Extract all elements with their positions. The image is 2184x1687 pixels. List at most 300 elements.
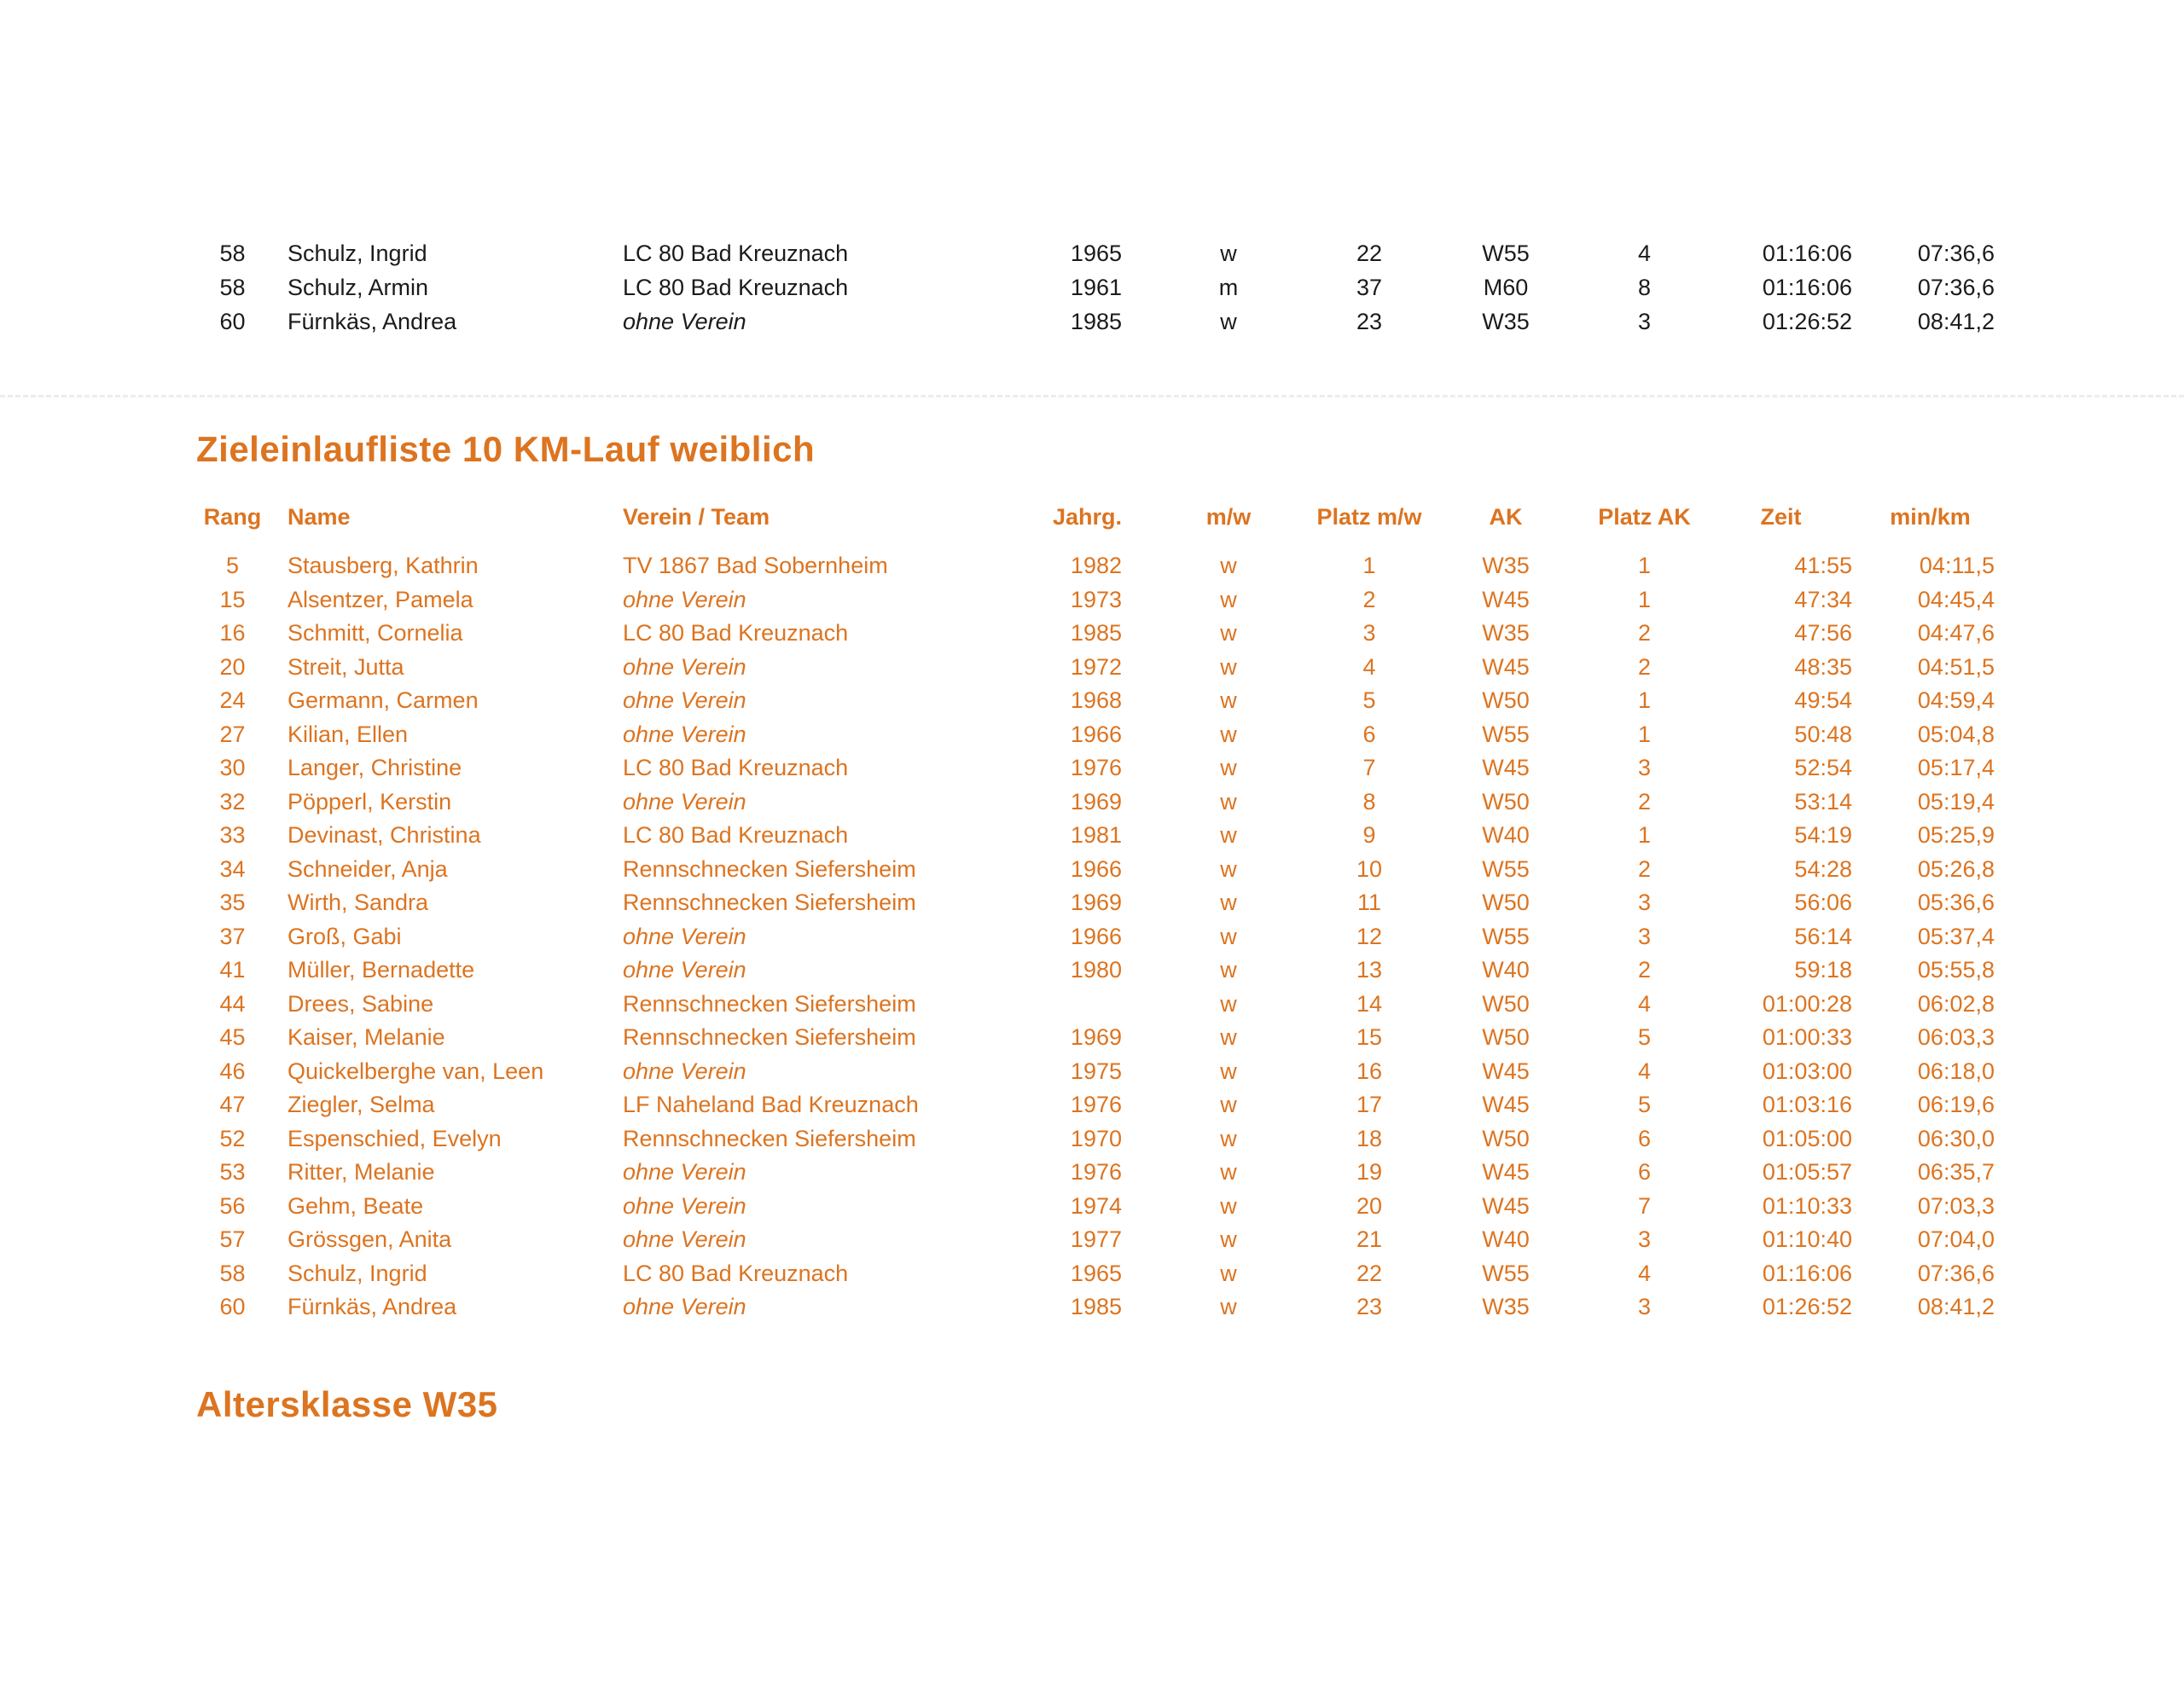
cell-ak: W35 — [1482, 620, 1530, 646]
table-row — [196, 270, 2001, 304]
cell-rang: 60 — [219, 309, 246, 334]
cell-mw: w — [1220, 990, 1237, 1017]
cell-mw: w — [1220, 755, 1237, 780]
cell-rang: 41 — [219, 957, 246, 983]
cell-ak: W40 — [1482, 822, 1530, 848]
cell-rang: 53 — [219, 1159, 246, 1185]
cell-zeit: 01:05:00 — [1762, 1125, 1852, 1151]
table-row — [196, 549, 2001, 583]
cell-verein: ohne Verein — [623, 788, 746, 815]
cell-platz_mw: 23 — [1356, 309, 1383, 334]
cell-zeit: 01:10:40 — [1762, 1226, 1852, 1252]
cell-verein: LC 80 Bad Kreuznach — [623, 620, 849, 646]
cell-jahrg: 1985 — [1070, 309, 1122, 334]
cell-rang: 37 — [219, 923, 246, 949]
cell-mw: w — [1220, 1294, 1237, 1319]
cell-min_km: 07:04,0 — [1917, 1226, 1995, 1252]
cell-zeit: 01:16:06 — [1762, 241, 1852, 266]
cell-mw: w — [1220, 721, 1237, 747]
cell-platz_mw: 2 — [1362, 586, 1376, 612]
cell-min_km: 08:41,2 — [1917, 1294, 1995, 1319]
cell-jahrg: 1976 — [1070, 1159, 1122, 1185]
table-row — [196, 886, 2001, 920]
cell-ak: W35 — [1482, 1294, 1530, 1319]
cell-platz_mw: 11 — [1356, 890, 1382, 915]
cell-min_km: 04:45,4 — [1917, 586, 1995, 612]
cell-verein: ohne Verein — [623, 957, 746, 983]
section-title: Zieleinlaufliste 10 KM-Lauf weiblich — [196, 429, 816, 469]
cell-platz_ak: 8 — [1637, 275, 1652, 300]
cell-name: Kilian, Ellen — [288, 721, 409, 747]
cell-zeit: 01:16:06 — [1762, 275, 1852, 300]
cell-platz_mw: 16 — [1356, 1058, 1383, 1084]
cell-min_km: 06:03,3 — [1917, 1024, 1995, 1050]
cell-rang: 27 — [219, 721, 246, 747]
cell-verein: ohne Verein — [623, 586, 746, 612]
cell-verein: LC 80 Bad Kreuznach — [623, 822, 849, 848]
previous-list-overflow-rows — [196, 236, 2001, 339]
cell-min_km: 05:36,6 — [1917, 890, 1995, 915]
cell-rang: 58 — [219, 275, 246, 300]
column-header-mw: m/w — [1205, 504, 1252, 530]
cell-rang: 45 — [219, 1024, 246, 1050]
cell-zeit: 56:06 — [1794, 890, 1852, 915]
table-row — [196, 583, 2001, 617]
cell-zeit: 01:03:00 — [1762, 1058, 1852, 1084]
cell-zeit: 01:03:16 — [1762, 1092, 1852, 1117]
cell-platz_ak: 4 — [1637, 990, 1652, 1017]
cell-platz_ak: 2 — [1637, 653, 1652, 680]
cell-jahrg: 1969 — [1070, 788, 1122, 815]
cell-verein: Rennschnecken Siefersheim — [623, 1024, 916, 1050]
cell-platz_mw: 18 — [1356, 1125, 1383, 1151]
cell-min_km: 06:18,0 — [1917, 1058, 1995, 1084]
cell-name: Ritter, Melanie — [288, 1159, 435, 1185]
cell-jahrg: 1961 — [1070, 275, 1122, 300]
cell-ak: W50 — [1482, 1125, 1530, 1151]
cell-ak: W55 — [1482, 241, 1530, 266]
cell-platz_mw: 3 — [1362, 620, 1376, 646]
cell-jahrg: 1969 — [1070, 890, 1122, 915]
table-row — [196, 954, 2001, 988]
cell-min_km: 04:47,6 — [1917, 620, 1995, 646]
cell-jahrg: 1976 — [1070, 1092, 1122, 1117]
table-row — [196, 819, 2001, 853]
cell-jahrg: 1981 — [1070, 822, 1122, 848]
cell-name: Schulz, Armin — [288, 275, 429, 300]
cell-min_km: 07:03,3 — [1917, 1192, 1995, 1219]
table-row — [196, 718, 2001, 752]
cell-platz_mw: 19 — [1356, 1159, 1383, 1185]
cell-zeit: 54:28 — [1794, 855, 1852, 882]
cell-name: Ziegler, Selma — [288, 1092, 435, 1117]
cell-mw: w — [1220, 890, 1237, 915]
cell-ak: W55 — [1482, 721, 1530, 747]
cell-zeit: 53:14 — [1794, 788, 1852, 815]
cell-mw: m — [1218, 275, 1239, 300]
cell-jahrg: 1965 — [1070, 241, 1122, 266]
table-row — [196, 617, 2001, 651]
cell-min_km: 04:51,5 — [1917, 653, 1995, 680]
column-header-jahrg: Jahrg. — [1052, 504, 1122, 530]
cell-zeit: 01:26:52 — [1762, 309, 1852, 334]
cell-verein: ohne Verein — [623, 721, 746, 747]
cell-zeit: 48:35 — [1794, 653, 1852, 680]
table-row — [196, 786, 2001, 820]
cell-name: Fürnkäs, Andrea — [288, 309, 457, 334]
column-header-rang: Rang — [203, 504, 262, 530]
cell-jahrg: 1966 — [1070, 855, 1122, 882]
cell-platz_mw: 22 — [1356, 241, 1383, 266]
cell-name: Langer, Christine — [288, 755, 462, 780]
cell-platz_ak: 5 — [1637, 1024, 1652, 1050]
table-row — [196, 1190, 2001, 1224]
cell-ak: W45 — [1482, 1058, 1530, 1084]
cell-mw: w — [1220, 788, 1237, 815]
table-row — [196, 1223, 2001, 1257]
cell-ak: W55 — [1482, 1260, 1530, 1286]
cell-min_km: 05:26,8 — [1917, 855, 1995, 882]
cell-name: Drees, Sabine — [288, 990, 434, 1017]
cell-jahrg: 1985 — [1070, 1294, 1122, 1319]
cell-mw: w — [1220, 586, 1237, 612]
cell-verein: Rennschnecken Siefersheim — [623, 855, 916, 882]
cell-ak: W40 — [1482, 1226, 1530, 1252]
cell-name: Grössgen, Anita — [288, 1226, 452, 1252]
cell-ak: M60 — [1483, 275, 1529, 300]
cell-ak: W45 — [1482, 1159, 1530, 1185]
cell-platz_mw: 37 — [1356, 275, 1383, 300]
cell-name: Schneider, Anja — [288, 855, 448, 882]
cell-platz_ak: 6 — [1637, 1125, 1652, 1151]
cell-mw: w — [1220, 1226, 1237, 1252]
table-row — [196, 684, 2001, 718]
cell-jahrg: 1982 — [1070, 553, 1122, 578]
cell-zeit: 56:14 — [1794, 923, 1852, 949]
cell-mw: w — [1220, 1092, 1237, 1117]
cell-rang: 57 — [219, 1226, 246, 1252]
table-row — [196, 1156, 2001, 1190]
cell-name: Wirth, Sandra — [288, 890, 429, 915]
cell-min_km: 05:37,4 — [1917, 923, 1995, 949]
cell-platz_ak: 6 — [1637, 1159, 1652, 1185]
table-row — [196, 1290, 2001, 1325]
cell-ak: W50 — [1482, 788, 1530, 815]
cell-ak: W45 — [1482, 653, 1530, 680]
cell-rang: 33 — [219, 822, 246, 848]
cell-verein: ohne Verein — [623, 1159, 746, 1185]
cell-zeit: 59:18 — [1794, 957, 1852, 983]
cell-platz_mw: 13 — [1356, 957, 1383, 983]
cell-platz_ak: 3 — [1637, 309, 1652, 334]
next-section-title: Altersklasse W35 — [196, 1384, 498, 1424]
cell-mw: w — [1220, 1192, 1237, 1219]
cell-platz_mw: 4 — [1362, 653, 1376, 680]
cell-rang: 5 — [225, 553, 240, 578]
cell-platz_mw: 6 — [1362, 721, 1376, 747]
cell-verein: Rennschnecken Siefersheim — [623, 1125, 916, 1151]
table-row — [196, 651, 2001, 685]
table-row — [196, 988, 2001, 1022]
cell-platz_mw: 5 — [1362, 687, 1376, 713]
cell-verein: LF Naheland Bad Kreuznach — [623, 1092, 919, 1117]
cell-zeit: 01:26:52 — [1762, 1294, 1852, 1319]
cell-platz_ak: 1 — [1637, 721, 1652, 747]
cell-platz_mw: 8 — [1362, 788, 1376, 815]
cell-ak: W50 — [1482, 990, 1530, 1017]
cell-mw: w — [1220, 1260, 1237, 1286]
cell-rang: 32 — [219, 788, 246, 815]
cell-name: Kaiser, Melanie — [288, 1024, 445, 1050]
cell-mw: w — [1220, 923, 1237, 949]
cell-platz_mw: 23 — [1356, 1294, 1383, 1319]
cell-jahrg: 1968 — [1070, 687, 1122, 713]
cell-rang: 52 — [219, 1125, 246, 1151]
cell-platz_ak: 3 — [1637, 890, 1652, 915]
table-row — [196, 304, 2001, 339]
cell-zeit: 47:56 — [1794, 620, 1852, 646]
cell-min_km: 04:59,4 — [1917, 687, 1995, 713]
cell-rang: 58 — [219, 1260, 246, 1286]
cell-zeit: 01:16:06 — [1762, 1260, 1852, 1286]
cell-jahrg: 1965 — [1070, 1260, 1122, 1286]
cell-min_km: 05:55,8 — [1917, 957, 1995, 983]
cell-platz_mw: 22 — [1356, 1260, 1383, 1286]
cell-platz_ak: 4 — [1637, 1260, 1652, 1286]
cell-platz_ak: 3 — [1637, 923, 1652, 949]
cell-platz_ak: 4 — [1637, 241, 1652, 266]
cell-jahrg: 1970 — [1070, 1125, 1122, 1151]
column-header-zeit: Zeit — [1760, 504, 1802, 530]
cell-verein: LC 80 Bad Kreuznach — [623, 755, 849, 780]
cell-ak: W45 — [1482, 1192, 1530, 1219]
results-table — [196, 500, 2001, 1325]
cell-name: Devinast, Christina — [288, 822, 481, 848]
cell-min_km: 05:25,9 — [1917, 822, 1995, 848]
cell-mw: w — [1220, 1159, 1237, 1185]
cell-ak: W45 — [1482, 755, 1530, 780]
cell-rang: 58 — [219, 241, 246, 266]
column-header-min_km: min/km — [1890, 504, 1971, 530]
cell-mw: w — [1220, 822, 1237, 848]
cell-jahrg: 1974 — [1070, 1192, 1122, 1219]
cell-platz_mw: 10 — [1356, 855, 1383, 882]
cell-verein: ohne Verein — [623, 309, 746, 334]
cell-name: Quickelberghe van, Leen — [288, 1058, 544, 1084]
cell-platz_ak: 7 — [1637, 1192, 1652, 1219]
cell-jahrg: 1975 — [1070, 1058, 1122, 1084]
cell-jahrg: 1972 — [1070, 653, 1122, 680]
cell-name: Gehm, Beate — [288, 1192, 424, 1219]
cell-rang: 46 — [219, 1058, 246, 1084]
cell-rang: 16 — [219, 620, 246, 646]
cell-mw: w — [1220, 241, 1237, 266]
cell-min_km: 06:30,0 — [1917, 1125, 1995, 1151]
table-row — [196, 1257, 2001, 1291]
table-row — [196, 1122, 2001, 1157]
cell-name: Schmitt, Cornelia — [288, 620, 463, 646]
cell-mw: w — [1220, 1024, 1237, 1050]
cell-rang: 60 — [219, 1294, 246, 1319]
cell-mw: w — [1220, 620, 1237, 646]
cell-zeit: 49:54 — [1794, 687, 1852, 713]
cell-verein: Rennschnecken Siefersheim — [623, 990, 916, 1017]
table-header-row — [196, 500, 2001, 534]
cell-rang: 34 — [219, 855, 246, 882]
cell-platz_ak: 2 — [1637, 855, 1652, 882]
cell-zeit: 47:34 — [1794, 586, 1852, 612]
cell-ak: W50 — [1482, 1024, 1530, 1050]
cell-mw: w — [1220, 957, 1237, 983]
cell-platz_ak: 1 — [1637, 553, 1652, 578]
cell-ak: W45 — [1482, 1092, 1530, 1117]
table-row — [196, 853, 2001, 887]
cell-rang: 15 — [219, 586, 246, 612]
table-body — [196, 549, 2001, 1325]
table-row — [196, 1088, 2001, 1122]
cell-zeit: 01:10:33 — [1762, 1192, 1852, 1219]
cell-rang: 35 — [219, 890, 246, 915]
cell-rang: 24 — [219, 687, 246, 713]
cell-mw: w — [1220, 1058, 1237, 1084]
cell-zeit: 50:48 — [1794, 721, 1852, 747]
column-header-ak: AK — [1489, 504, 1523, 530]
cell-ak: W40 — [1482, 957, 1530, 983]
cell-platz_ak: 4 — [1637, 1058, 1652, 1084]
cell-mw: w — [1220, 855, 1237, 882]
cell-ak: W55 — [1482, 855, 1530, 882]
cell-min_km: 04:11,5 — [1919, 553, 1995, 578]
cell-ak: W50 — [1482, 687, 1530, 713]
cell-name: Stausberg, Kathrin — [288, 553, 479, 578]
cell-jahrg: 1980 — [1070, 957, 1122, 983]
cell-jahrg: 1976 — [1070, 755, 1122, 780]
cell-verein: Rennschnecken Siefersheim — [623, 890, 916, 915]
cell-verein: LC 80 Bad Kreuznach — [623, 275, 849, 300]
cell-platz_mw: 15 — [1356, 1024, 1383, 1050]
table-row — [196, 236, 2001, 270]
cell-platz_mw: 20 — [1356, 1192, 1383, 1219]
cell-rang: 44 — [219, 990, 246, 1017]
cell-platz_mw: 1 — [1362, 553, 1376, 578]
cell-verein: ohne Verein — [623, 923, 746, 949]
cell-zeit: 54:19 — [1794, 822, 1852, 848]
cell-mw: w — [1220, 553, 1237, 578]
cell-platz_ak: 3 — [1637, 1226, 1652, 1252]
cell-platz_ak: 1 — [1637, 822, 1652, 848]
cell-platz_ak: 2 — [1637, 788, 1652, 815]
table-row — [196, 1055, 2001, 1089]
cell-min_km: 07:36,6 — [1917, 1260, 1995, 1286]
cell-name: Schulz, Ingrid — [288, 241, 427, 266]
cell-name: Espenschied, Evelyn — [288, 1125, 502, 1151]
cell-verein: ohne Verein — [623, 1294, 746, 1319]
cell-ak: W35 — [1482, 553, 1530, 578]
cell-verein: ohne Verein — [623, 1226, 746, 1252]
column-header-platz_mw: Platz m/w — [1316, 504, 1422, 530]
cell-name: Fürnkäs, Andrea — [288, 1294, 457, 1319]
cell-platz_mw: 17 — [1356, 1092, 1383, 1117]
cell-platz_ak: 2 — [1637, 957, 1652, 983]
cell-verein: TV 1867 Bad Sobernheim — [623, 553, 888, 578]
column-header-name: Name — [288, 504, 351, 530]
table-row — [196, 920, 2001, 954]
cell-jahrg — [994, 988, 1143, 1022]
cell-rang: 20 — [219, 653, 246, 680]
cell-platz_ak: 5 — [1637, 1092, 1652, 1117]
cell-platz_ak: 1 — [1637, 687, 1652, 713]
cell-platz_mw: 14 — [1356, 990, 1383, 1017]
cell-name: Streit, Jutta — [288, 653, 404, 680]
cell-jahrg: 1966 — [1070, 923, 1122, 949]
cell-mw: w — [1220, 309, 1237, 334]
cell-name: Schulz, Ingrid — [288, 1260, 427, 1286]
cell-ak: W55 — [1482, 923, 1530, 949]
cell-min_km: 07:36,6 — [1917, 275, 1995, 300]
cell-zeit: 01:05:57 — [1762, 1159, 1852, 1185]
cell-min_km: 05:17,4 — [1917, 755, 1995, 780]
cell-rang: 30 — [219, 755, 246, 780]
cell-rang: 56 — [219, 1192, 246, 1219]
cell-platz_mw: 9 — [1362, 822, 1376, 848]
cell-zeit: 01:00:33 — [1762, 1024, 1852, 1050]
cell-verein: ohne Verein — [623, 653, 746, 680]
cell-platz_mw: 21 — [1356, 1226, 1383, 1252]
cell-min_km: 08:41,2 — [1917, 309, 1995, 334]
table-row — [196, 751, 2001, 786]
cell-name: Müller, Bernadette — [288, 957, 475, 983]
cell-name: Pöpperl, Kerstin — [288, 788, 452, 815]
cell-jahrg: 1985 — [1070, 620, 1122, 646]
cell-platz_ak: 3 — [1637, 1294, 1652, 1319]
cell-jahrg: 1969 — [1070, 1024, 1122, 1050]
cell-mw: w — [1220, 1125, 1237, 1151]
cell-jahrg: 1966 — [1070, 721, 1122, 747]
cell-rang: 47 — [219, 1092, 246, 1117]
cell-platz_ak: 1 — [1637, 586, 1652, 612]
cell-ak: W35 — [1482, 309, 1530, 334]
column-header-platz_ak: Platz AK — [1598, 504, 1691, 530]
cell-jahrg: 1973 — [1070, 586, 1122, 612]
cell-verein: LC 80 Bad Kreuznach — [623, 1260, 849, 1286]
cell-jahrg: 1977 — [1070, 1226, 1122, 1252]
cell-min_km: 07:36,6 — [1917, 241, 1995, 266]
cell-mw: w — [1220, 653, 1237, 680]
column-header-verein: Verein / Team — [623, 504, 770, 530]
cell-min_km: 06:19,6 — [1917, 1092, 1995, 1117]
cell-min_km: 06:02,8 — [1917, 990, 1995, 1017]
cell-min_km: 05:04,8 — [1917, 721, 1995, 747]
cell-min_km: 05:19,4 — [1917, 788, 1995, 815]
cell-zeit: 52:54 — [1794, 755, 1852, 780]
cell-platz_mw: 12 — [1356, 923, 1383, 949]
cell-verein: ohne Verein — [623, 1058, 746, 1084]
cell-verein: ohne Verein — [623, 687, 746, 713]
cell-verein: LC 80 Bad Kreuznach — [623, 241, 849, 266]
cell-name: Groß, Gabi — [288, 923, 402, 949]
cell-zeit: 01:00:28 — [1762, 990, 1852, 1017]
table-row — [196, 1021, 2001, 1055]
page-break-dashed-line — [0, 395, 2184, 397]
cell-platz_mw: 7 — [1362, 755, 1376, 780]
cell-zeit: 41:55 — [1794, 553, 1852, 578]
cell-verein: ohne Verein — [623, 1192, 746, 1219]
cell-name: Germann, Carmen — [288, 687, 479, 713]
cell-ak: W45 — [1482, 586, 1530, 612]
cell-name: Alsentzer, Pamela — [288, 586, 473, 612]
cell-ak: W50 — [1482, 890, 1530, 915]
cell-platz_ak: 3 — [1637, 755, 1652, 780]
